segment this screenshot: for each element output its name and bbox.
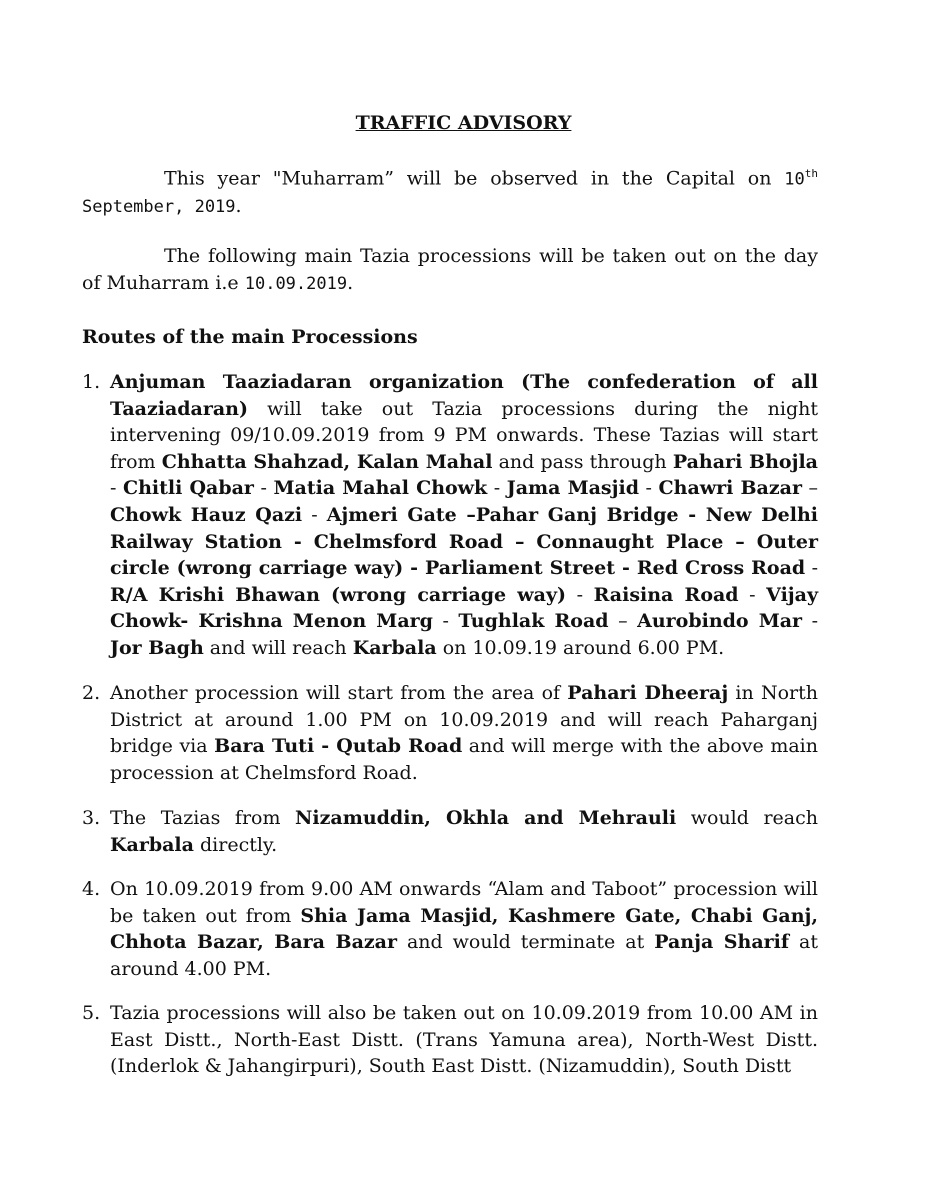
text-segment: - bbox=[805, 557, 818, 580]
bold-text-segment: Pahari Bhojla bbox=[672, 450, 818, 473]
bold-text-segment: Chitli Qabar bbox=[122, 477, 254, 500]
bold-text-segment: Jama Masjid bbox=[506, 477, 639, 500]
text-segment: – bbox=[608, 610, 638, 633]
intro-2-date: 10.09.2019 bbox=[244, 273, 348, 294]
text-segment: - bbox=[639, 477, 659, 500]
text-segment: - bbox=[432, 610, 459, 633]
intro-1-date-num: 10 bbox=[784, 169, 805, 190]
text-segment: at around 4.00 PM. bbox=[110, 931, 818, 980]
intro-paragraph-1 bbox=[82, 161, 818, 221]
bold-text-segment: Chhatta Shahzad, Kalan Mahal bbox=[161, 450, 493, 473]
text-segment: on 10.09.19 around 6.00 PM. bbox=[436, 636, 725, 659]
text-segment: and will reach bbox=[203, 636, 353, 659]
intro-paragraph-2 bbox=[82, 243, 818, 297]
intro-2-end: . bbox=[347, 271, 354, 294]
text-segment: Tazia processions will also be taken out on 10.09.2019 from 10.00 AM in East Distt., North-East Distt. (Trans Yamuna area), North-West Distt. (Inderlok & Jahangirpuri), South East Distt. (Nizamuddin), South Distt bbox=[110, 1002, 818, 1078]
bold-text-segment: Nizamuddin, Okhla and Mehrauli bbox=[295, 807, 677, 829]
bold-text-segment: Panja Sharif bbox=[654, 931, 790, 954]
bold-text-segment: R/A Krishi Bhawan (wrong carriage way) bbox=[110, 583, 566, 606]
intro-1-date-sup: th bbox=[804, 167, 818, 180]
route-item-number: 1. bbox=[82, 371, 101, 393]
bold-text-segment: Karbala bbox=[110, 833, 194, 856]
text-segment: directly. bbox=[193, 833, 278, 856]
text-segment: - bbox=[802, 610, 818, 633]
route-item-number: 4. bbox=[82, 878, 101, 900]
bold-text-segment: Ajmeri Gate –Pahar Ganj Bridge - New Delhi Railway Station - Chelmsford Road – Connaught Place – Outer circle (wrong carriage way) - Parliament Street - Red Cross Road bbox=[110, 503, 818, 580]
bold-text-segment: Anjuman Taaziadaran organization (The confederation of all Taaziadaran) bbox=[110, 371, 818, 420]
document-title: TRAFFIC ADVISORY bbox=[355, 112, 572, 134]
bold-text-segment: Vijay Chowk- Krishna Menon Marg bbox=[110, 583, 819, 633]
intro-2-text: The following main Tazia processions will be taken out on the day of Muharram i.e bbox=[82, 245, 818, 294]
text-segment: - bbox=[738, 583, 767, 606]
route-item-body bbox=[110, 369, 818, 662]
text-segment: and will merge with the above main procession at Chelmsford Road. bbox=[110, 735, 818, 784]
route-item-body bbox=[110, 876, 818, 982]
route-item-number: 5. bbox=[82, 1002, 101, 1024]
route-item-body bbox=[110, 805, 818, 858]
bold-text-segment: Chawri Bazar bbox=[658, 477, 802, 500]
text-segment: On 10.09.2019 from 9.00 AM onwards “Alam and Taboot” procession will be taken out from bbox=[110, 878, 818, 927]
routes-heading: Routes of the main Processions bbox=[82, 326, 418, 348]
route-item-body bbox=[110, 1000, 818, 1080]
route-item-number: 3. bbox=[82, 807, 101, 829]
intro-1-date-rest: September, 2019 bbox=[82, 196, 236, 217]
intro-1-end: . bbox=[235, 194, 242, 217]
text-segment: - bbox=[487, 477, 507, 500]
text-segment: - bbox=[566, 583, 594, 606]
text-segment: – bbox=[801, 477, 819, 500]
text-segment: Another procession will start from the area of bbox=[110, 682, 568, 704]
text-segment: would reach bbox=[676, 807, 818, 829]
text-segment: and pass through bbox=[492, 450, 673, 473]
bold-text-segment: Karbala bbox=[352, 636, 437, 659]
bold-text-segment: Aurobindo Mar bbox=[637, 610, 803, 633]
route-item-number: 2. bbox=[82, 682, 101, 704]
bold-text-segment: Bara Tuti - Qutab Road bbox=[214, 735, 463, 758]
text-segment: The Tazias from bbox=[110, 807, 296, 829]
bold-text-segment: Tughlak Road bbox=[458, 610, 609, 633]
text-segment: in North District at around 1.00 PM on 10.09.2019 and will reach Paharganj bridge via bbox=[110, 682, 818, 758]
bold-text-segment: Chowk Hauz Qazi bbox=[110, 503, 303, 526]
bold-text-segment: Matia Mahal Chowk bbox=[273, 477, 488, 500]
text-segment: and would terminate at bbox=[397, 931, 655, 954]
bold-text-segment: Shia Jama Masjid, Kashmere Gate, Chabi Ganj, Chhota Bazar, Bara Bazar bbox=[110, 904, 819, 954]
intro-1-text: This year "Muharram” will be observed in the Capital on bbox=[164, 167, 772, 190]
bold-text-segment: Raisina Road bbox=[593, 583, 739, 606]
route-item-body bbox=[110, 680, 818, 786]
text-segment: will take out Tazia processions during the night intervening 09/10.09.2019 from 9 PM onwards. These Tazias will start from bbox=[110, 397, 818, 473]
bold-text-segment: Pahari Dheeraj bbox=[567, 682, 729, 704]
bold-text-segment: Jor Bagh bbox=[110, 636, 204, 659]
text-segment: - bbox=[253, 477, 274, 500]
text-segment: - bbox=[302, 503, 327, 526]
text-segment: - bbox=[110, 477, 123, 500]
